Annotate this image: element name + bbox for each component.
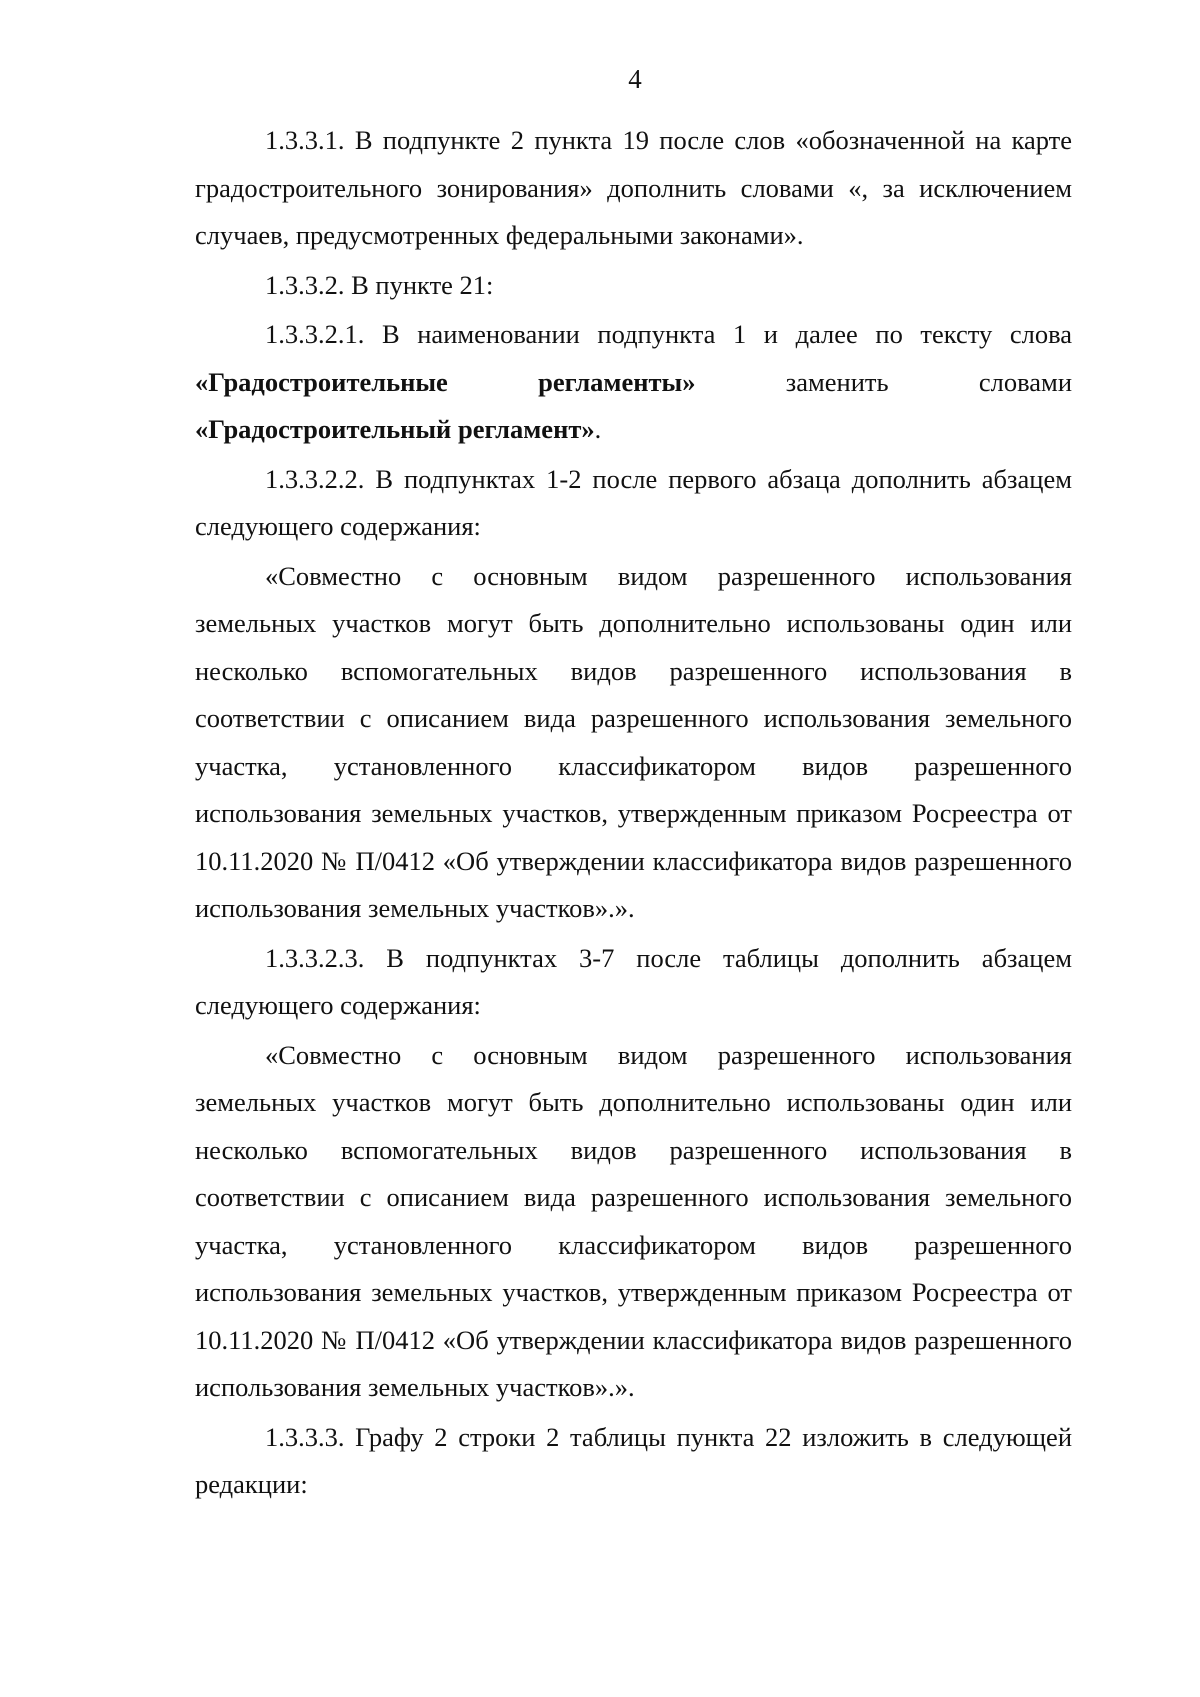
paragraph-1-3-3-2: 1.3.3.2. В пункте 21:	[265, 269, 494, 300]
paragraph-text: заменить словами	[695, 366, 1073, 397]
quoted-paragraph-1: «Совместно с основным видом разрешенного использования земельных участков могут быть дополнительно использованы один или несколько вспомогательных видов разрешенного использования в соответствии с описанием вида разрешенного использования земельного участка, установленного классификатором видов разрешенного использования земельных участков, утвержденным приказом Росреестра от 10.11.2020 № П/0412 «Об утверждении классификатора видов разрешенного использования земельных участков».».	[195, 560, 1072, 923]
bold-phrase-old: «Градостроительные регламенты»	[195, 366, 696, 397]
paragraph-1-3-3-3: 1.3.3.3. Графу 2 строки 2 таблицы пункта 22 изложить в следующей редакции:	[195, 1421, 1072, 1499]
document-body	[195, 117, 1072, 1511]
paragraph-text: 1.3.3.2.1. В наименовании подпункта 1 и далее по тексту слова	[265, 319, 1072, 349]
paragraph-1-3-3-2-1	[195, 311, 1072, 454]
bold-phrase-new: «Градостроительный регламент»	[195, 414, 595, 444]
paragraph-1-3-3-2-3: 1.3.3.2.3. В подпунктах 3-7 после таблицы дополнить абзацем следующего содержания:	[195, 942, 1072, 1020]
paragraph-1-3-3-1: 1.3.3.1. В подпункте 2 пункта 19 после слов «обозначенной на карте градостроительного зонирования» дополнить словами «, за исключением случаев, предусмотренных федеральными законами».	[195, 125, 1072, 250]
paragraph-text: .	[594, 414, 602, 444]
quoted-paragraph-2: «Совместно с основным видом разрешенного использования земельных участков могут быть дополнительно использованы один или несколько вспомогательных видов разрешенного использования в соответствии с описанием вида разрешенного использования земельного участка, установленного классификатором видов разрешенного использования земельных участков, утвержденным приказом Росреестра от 10.11.2020 № П/0412 «Об утверждении классификатора видов разрешенного использования земельных участков».».	[195, 1039, 1072, 1402]
page-number: 4	[628, 64, 642, 94]
paragraph-1-3-3-2-2: 1.3.3.2.2. В подпунктах 1-2 после первого абзаца дополнить абзацем следующего содержания:	[195, 463, 1072, 541]
